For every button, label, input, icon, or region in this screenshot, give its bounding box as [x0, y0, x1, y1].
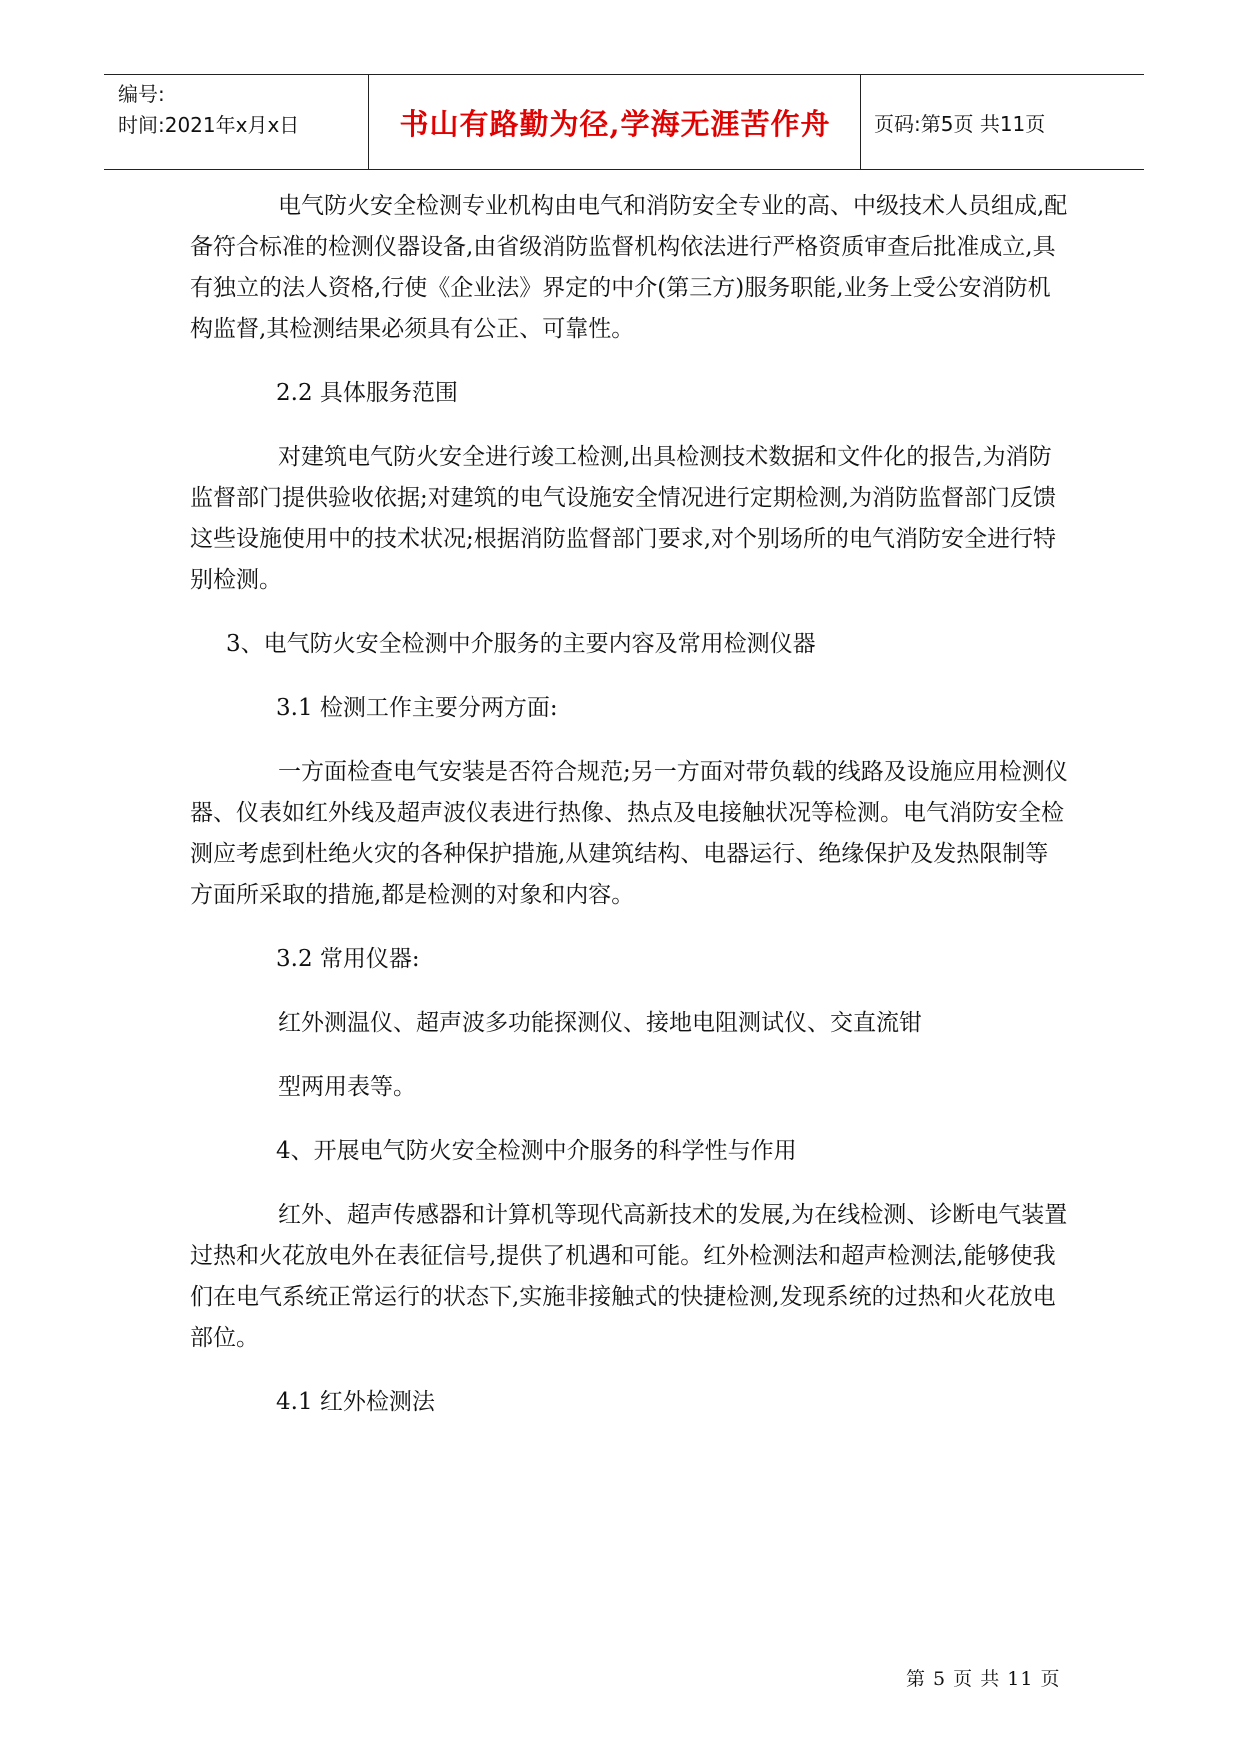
header-page-info: 页码:第5页 共11页 — [874, 111, 1046, 136]
document-number-label: 编号: — [118, 82, 165, 106]
header-divider-left — [368, 75, 369, 169]
paragraph-agency-description: 电气防火安全检测专业机构由电气和消防安全专业的高、中级技术人员组成,配备符合标准的检测仪器设备,由省级消防监督机构依法进行严格资质审查后批准成立,具有独立的法人资格,行使《企业法》界定的中介(第三方)服务职能,业务上受公安消防机构监督,其检测结果必须具有公正、可靠性。 — [190, 193, 1068, 342]
heading-3-1: 3.1 检测工作主要分两方面: — [276, 695, 558, 721]
page-footer: 第 5 页 共 11 页 — [906, 1668, 1061, 1690]
header-motto: 书山有路勤为径,学海无涯苦作舟 — [399, 106, 831, 141]
header-meta — [118, 75, 364, 169]
page-header — [104, 74, 1144, 170]
heading-3-2: 3.2 常用仪器: — [276, 946, 420, 972]
heading-4-1: 4.1 红外检测法 — [276, 1389, 435, 1415]
header-divider-right — [860, 75, 861, 169]
paragraph-instruments-line1: 红外测温仪、超声波多功能探测仪、接地电阻测试仪、交直流钳 — [278, 1010, 922, 1036]
document-body — [190, 186, 1070, 1446]
paragraph-instruments-line2: 型两用表等。 — [278, 1074, 416, 1100]
heading-4: 4、开展电气防火安全检测中介服务的科学性与作用 — [276, 1138, 797, 1164]
paragraph-inspection-work: 一方面检查电气安装是否符合规范;另一方面对带负载的线路及设施应用检测仪器、仪表如红外线及超声波仪表进行热像、热点及电接触状况等检测。电气消防安全检测应考虑到杜绝火灾的各种保护措施,从建筑结构、电器运行、绝缘保护及发热限制等方面所采取的措施,都是检测的对象和内容。 — [190, 759, 1068, 908]
heading-3: 3、电气防火安全检测中介服务的主要内容及常用检测仪器 — [226, 631, 816, 657]
document-time-label: 时间:2021年x月x日 — [118, 113, 300, 137]
paragraph-service-scope: 对建筑电气防火安全进行竣工检测,出具检测技术数据和文件化的报告,为消防监督部门提供验收依据;对建筑的电气设施安全情况进行定期检测,为消防监督部门反馈这些设施使用中的技术状况;根据消防监督部门要求,对个别场所的电气消防安全进行特别检测。 — [190, 444, 1057, 593]
heading-2-2: 2.2 具体服务范围 — [276, 380, 458, 406]
paragraph-technology-development: 红外、超声传感器和计算机等现代高新技术的发展,为在线检测、诊断电气装置过热和火花放电外在表征信号,提供了机遇和可能。红外检测法和超声检测法,能够使我们在电气系统正常运行的状态下,实施非接触式的快捷检测,发现系统的过热和火花放电部位。 — [190, 1202, 1068, 1351]
